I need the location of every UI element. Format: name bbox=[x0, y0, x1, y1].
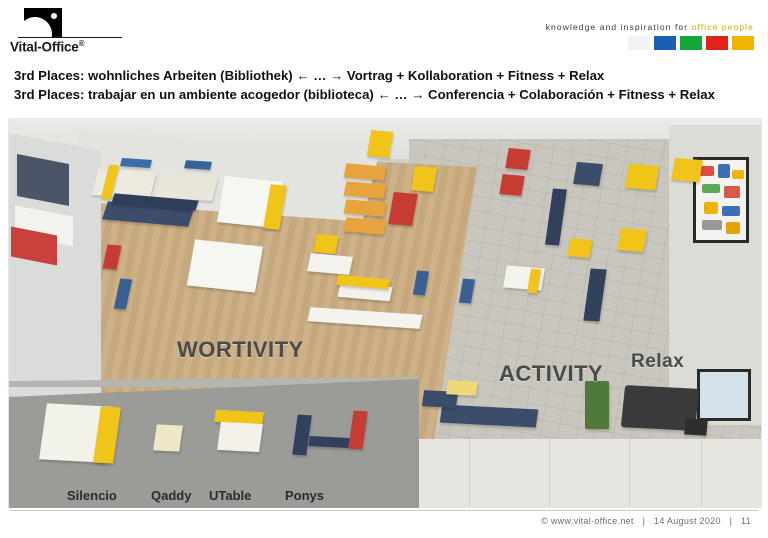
yellow-mat bbox=[446, 380, 478, 396]
blue-sofa-r1 bbox=[573, 162, 603, 186]
brand-color-swatches bbox=[628, 36, 754, 50]
product-ponys-bar bbox=[308, 436, 349, 448]
yellow-stool-1 bbox=[313, 234, 339, 254]
plant-hedge bbox=[585, 381, 609, 429]
lounge-coffee-table bbox=[684, 418, 708, 435]
yellow-block-r4 bbox=[567, 238, 592, 258]
swatch-green bbox=[680, 36, 702, 50]
yellow-block-r3 bbox=[617, 228, 647, 252]
footer-separator-2: | bbox=[729, 516, 733, 526]
slide-header bbox=[0, 0, 768, 62]
zone-label-activity: ACTIVITY bbox=[499, 361, 604, 386]
wall-poster-bottom bbox=[697, 369, 751, 421]
footer-copyright[interactable]: © www.vital-office.net bbox=[541, 516, 634, 526]
product-label-ponys: Ponys bbox=[285, 488, 325, 503]
brand-logo[interactable] bbox=[10, 8, 120, 56]
yellow-block-r1 bbox=[625, 164, 659, 191]
zone-label-wortivity: WORTIVITY bbox=[177, 337, 304, 362]
product-label-utable: UTable bbox=[209, 488, 252, 503]
title-line-german: 3rd Places: wohnliches Arbeiten (Bibliothek) ← … → Vortrag + Kollaboration + Fitness + Relax bbox=[14, 68, 605, 83]
header-tagline bbox=[546, 22, 754, 32]
tagline-prefix: knowledge and inspiration for bbox=[545, 22, 692, 32]
whiteboard-medium bbox=[187, 239, 263, 292]
tagline-accent: office people bbox=[691, 22, 754, 32]
footer-separator-1: | bbox=[642, 516, 646, 526]
vital-office-logo-icon bbox=[24, 8, 62, 38]
logo-divider bbox=[18, 37, 122, 38]
blue-panel-2 bbox=[184, 160, 212, 170]
product-utable-body bbox=[217, 422, 263, 452]
logo-registered-mark: ® bbox=[78, 39, 85, 48]
footer-page-number: 11 bbox=[741, 516, 751, 526]
red-chair-r1 bbox=[505, 148, 531, 170]
desk-white-1 bbox=[307, 253, 353, 275]
footer-meta bbox=[538, 516, 754, 526]
title-line-spanish: 3rd Places: trabajar en un ambiente acogedor (biblioteca) ← … → Conferencia + Colaboración + Fitness + Relax bbox=[14, 87, 715, 102]
swatch-blue bbox=[654, 36, 676, 50]
zone-label-relax: Relax bbox=[631, 351, 685, 372]
swatch-white bbox=[628, 36, 650, 50]
product-qaddy-body bbox=[153, 424, 183, 451]
showcase-floor-right bbox=[409, 439, 761, 509]
yellow-cabinet-mid bbox=[411, 166, 437, 192]
red-chair-r2 bbox=[499, 174, 525, 196]
logo-text-label: Vital-Office bbox=[10, 39, 79, 55]
product-label-qaddy: Qaddy bbox=[151, 488, 192, 503]
wall-poster-top bbox=[693, 157, 749, 243]
logo-text bbox=[10, 39, 84, 55]
yellow-cabinet-top bbox=[367, 130, 394, 158]
floorplan-render bbox=[8, 118, 762, 510]
swatch-yellow bbox=[732, 36, 754, 50]
product-label-silencio: Silencio bbox=[67, 488, 117, 503]
yellow-block-r2 bbox=[671, 158, 703, 182]
swatch-red bbox=[706, 36, 728, 50]
footer-date: 14 August 2020 bbox=[654, 516, 721, 526]
footer-divider bbox=[10, 510, 758, 511]
slide-titles bbox=[0, 66, 768, 104]
slide-footer bbox=[0, 508, 768, 538]
